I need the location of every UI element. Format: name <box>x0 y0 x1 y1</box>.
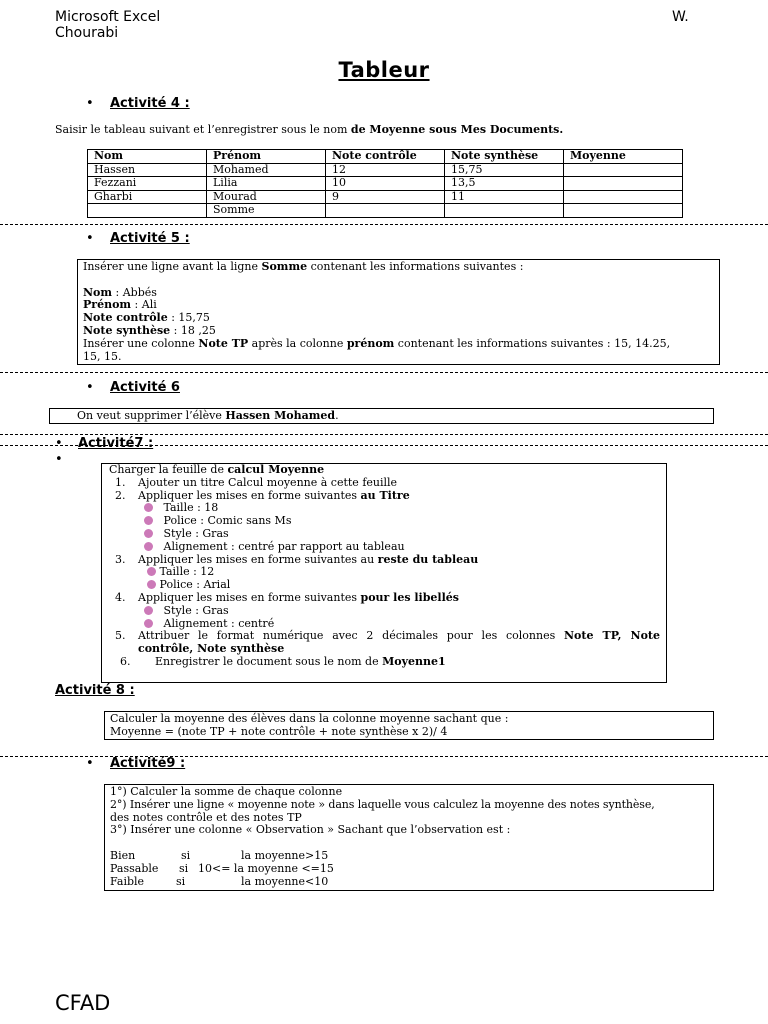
table-cell: Mohamed <box>207 163 326 177</box>
list-number: 5. <box>115 629 126 643</box>
pink-bullet-icon <box>144 606 153 615</box>
activity-6-box: On veut supprimer l’élève Hassen Mohamed. <box>49 408 714 424</box>
activity-5-line: Insérer une colonne Note TP après la colonne prénom contenant les informations suivantes : 15, 14.25, <box>83 336 671 350</box>
activity-8-line: Calculer la moyenne des élèves dans la colonne moyenne sachant que : <box>110 712 509 725</box>
pink-bullet-icon <box>147 580 156 589</box>
table-cell: 12 <box>326 163 445 177</box>
activity-8-line: Moyenne = (note TP + note contrôle + note synthèse x 2)/ 4 <box>110 724 448 738</box>
table-cell: 10 <box>326 177 445 191</box>
list-number: 3. <box>115 552 126 566</box>
activity-4-heading: Activité 4 : <box>110 96 190 111</box>
column-header: Moyenne <box>564 150 683 164</box>
activity-5-line: 15, 15. <box>83 349 122 363</box>
list-number: 4. <box>115 591 126 604</box>
sub-list-item: Taille : 12 <box>147 566 214 579</box>
list-number: 6. <box>120 655 131 668</box>
column-header: Nom <box>88 150 207 164</box>
header-app-name: Microsoft Excel <box>55 9 161 25</box>
observation-condition: la moyenne<10 <box>241 874 329 888</box>
footer-label: CFAD <box>55 991 111 1015</box>
pink-bullet-icon <box>147 567 156 576</box>
bullet: • <box>86 96 94 111</box>
table-row <box>88 177 683 191</box>
activity-7-box <box>101 463 667 683</box>
table-cell: Gharbi <box>88 190 207 204</box>
table-cell <box>564 163 683 177</box>
bullet: • <box>86 231 94 246</box>
list-item: Attribuer le format numérique avec 2 décimales pour les colonnes Note TP, Note <box>138 629 660 643</box>
table-row <box>88 163 683 177</box>
activity-9-line: des notes contrôle et des notes TP <box>110 810 302 824</box>
sub-list-item: Style : Gras <box>144 605 229 618</box>
activity-9-line: 1°) Calculer la somme de chaque colonne <box>110 785 343 798</box>
table-cell: 15,75 <box>445 163 564 177</box>
list-item: Appliquer les mises en forme suivantes pour les libellés <box>138 591 459 604</box>
activity-5-box <box>77 259 720 365</box>
activity-9-line: 2°) Insérer une ligne « moyenne note » dans laquelle vous calculez la moyenne des notes synthèse, <box>110 797 655 811</box>
sub-list-item: Taille : 18 <box>144 502 218 515</box>
table-cell: Hassen <box>88 163 207 177</box>
table-cell <box>88 204 207 218</box>
list-item: Enregistrer le document sous le nom de Moyenne1 <box>155 655 446 668</box>
page-title: Tableur <box>338 58 430 82</box>
table-cell: 11 <box>445 190 564 204</box>
activity-7-heading: Activité7 : <box>78 436 154 451</box>
sub-list-item: Police : Arial <box>147 579 230 592</box>
table-cell: Lilia <box>207 177 326 191</box>
list-item: Appliquer les mises en forme suivantes au reste du tableau <box>138 552 479 566</box>
observation-label: Bien <box>110 849 136 862</box>
observation-si: si <box>176 874 186 888</box>
header-author-name: Chourabi <box>55 25 119 41</box>
pink-bullet-icon <box>144 542 153 551</box>
table-cell: Fezzani <box>88 177 207 191</box>
table-row <box>88 190 683 204</box>
pink-bullet-icon <box>144 516 153 525</box>
observation-si: si <box>181 849 191 862</box>
observation-label: Passable <box>110 861 159 875</box>
list-item: Appliquer les mises en forme suivantes au Titre <box>138 488 410 502</box>
activity-9-box <box>104 784 714 891</box>
activity-6-heading: Activité 6 <box>110 380 180 395</box>
sub-list-item: Police : Comic sans Ms <box>144 515 291 528</box>
activity-9-line: 3°) Insérer une colonne « Observation » Sachant que l’observation est : <box>110 823 511 837</box>
table-cell <box>564 177 683 191</box>
activity-5-heading: Activité 5 : <box>110 231 190 246</box>
header-author-initial: W. <box>672 9 689 25</box>
pink-bullet-icon <box>144 529 153 538</box>
activity-8-box <box>104 711 714 740</box>
activity-4-intro: Saisir le tableau suivant et l’enregistrer sous le nom de Moyenne sous Mes Documents. <box>55 123 564 136</box>
column-header: Prénom <box>207 150 326 164</box>
sub-list-item: Alignement : centré <box>144 618 274 631</box>
table-header-row <box>88 150 683 164</box>
table-cell <box>564 190 683 204</box>
column-header: Note contrôle <box>326 150 445 164</box>
list-number: 1. <box>115 475 126 489</box>
activity-9-heading: Activité9 : <box>110 756 186 771</box>
table-cell <box>564 204 683 218</box>
activity-8-heading: Activité 8 : <box>55 683 135 698</box>
activity-5-line: Insérer une ligne avant la ligne Somme contenant les informations suivantes : <box>83 260 524 273</box>
observation-label: Faible <box>110 874 145 888</box>
table-cell: 13,5 <box>445 177 564 191</box>
list-item: Ajouter un titre Calcul moyenne à cette feuille <box>138 475 398 489</box>
bullet: • <box>55 452 63 467</box>
bullet: • <box>86 756 94 771</box>
section-divider <box>0 372 768 373</box>
table-cell: Somme <box>207 204 326 218</box>
list-number: 2. <box>115 488 126 502</box>
bullet: • <box>55 436 63 451</box>
sub-list-item: Style : Gras <box>144 528 229 541</box>
table-cell <box>326 204 445 218</box>
list-item-continued: contrôle, Note synthèse <box>138 642 285 656</box>
pink-bullet-icon <box>144 503 153 512</box>
table-cell <box>445 204 564 218</box>
pink-bullet-icon <box>144 619 153 628</box>
bullet: • <box>86 380 94 395</box>
table-cell: 9 <box>326 190 445 204</box>
column-header: Note synthèse <box>445 150 564 164</box>
section-divider <box>0 434 768 435</box>
sub-list-item: Alignement : centré par rapport au tableau <box>144 541 405 554</box>
activity-5-line: Prénom : Ali <box>83 298 157 312</box>
observation-condition: la moyenne>15 <box>241 849 329 862</box>
activity-5-line: Nom : Abbés <box>83 285 157 299</box>
table-row <box>88 204 683 218</box>
activity-7-intro: Charger la feuille de calcul Moyenne <box>109 463 325 476</box>
notes-table <box>87 149 683 218</box>
table-cell: Mourad <box>207 190 326 204</box>
activity-5-line: Note contrôle : 15,75 <box>83 311 210 325</box>
activity-5-line: Note synthèse : 18 ,25 <box>83 323 216 337</box>
observation-condition: 10<= la moyenne <=15 <box>198 861 334 875</box>
section-divider <box>0 224 768 225</box>
observation-si: si <box>179 861 189 875</box>
